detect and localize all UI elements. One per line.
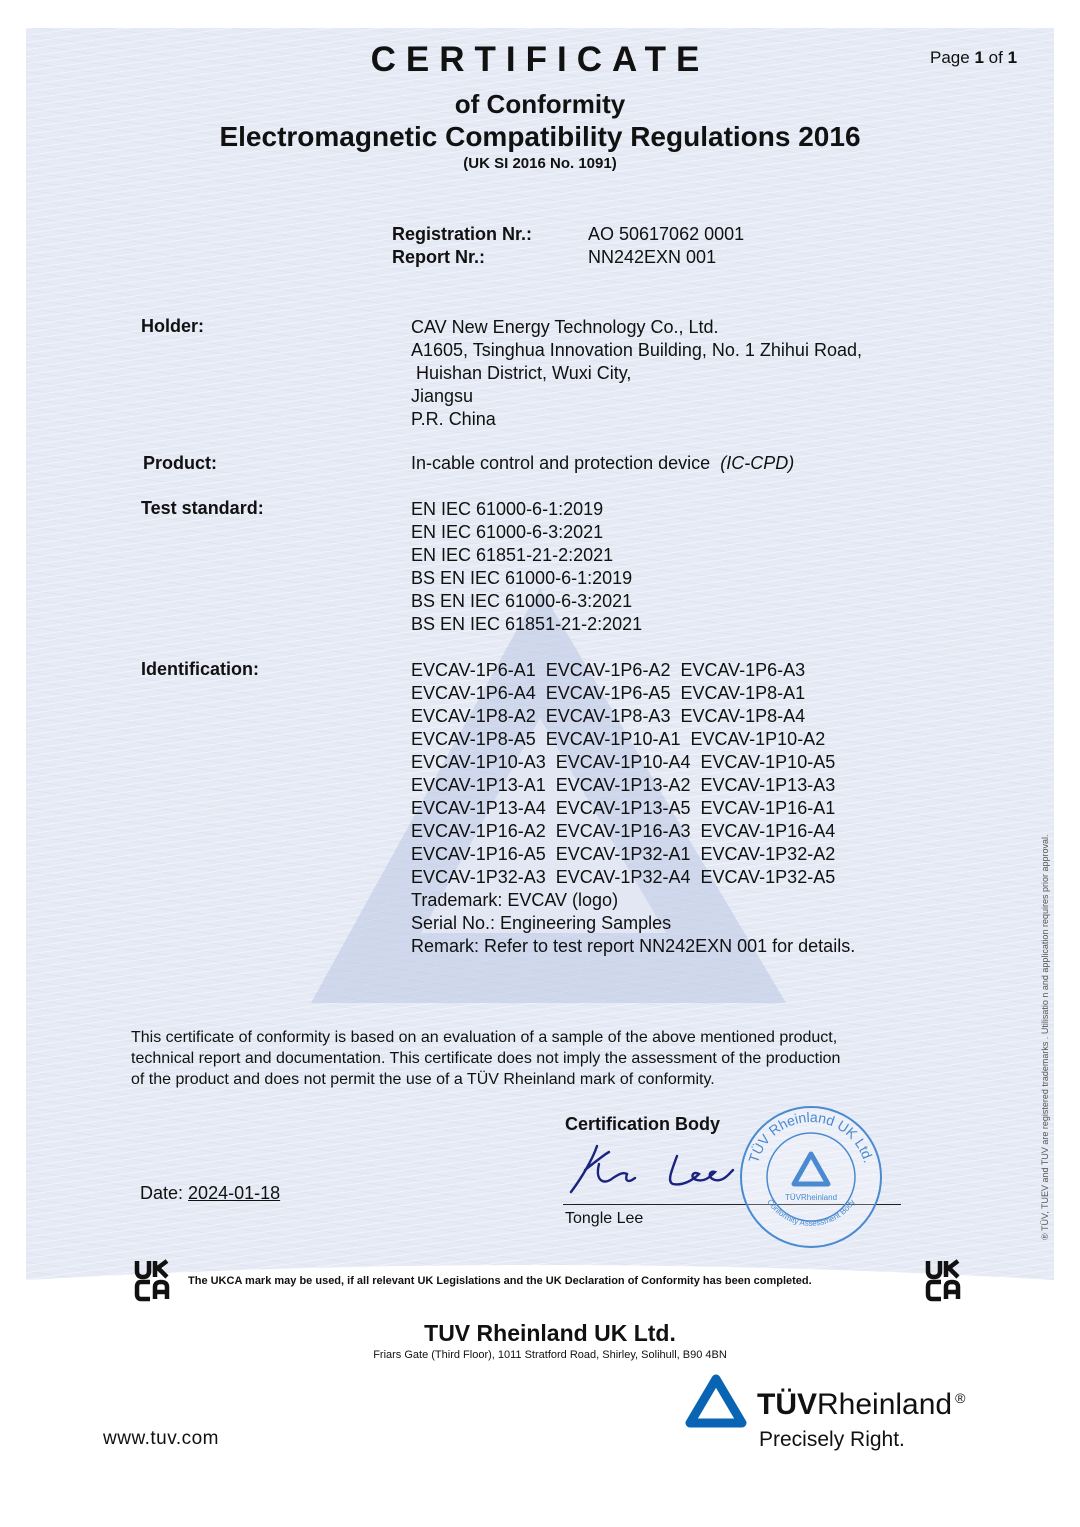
ukca-mark-right-icon <box>924 1258 964 1302</box>
ukca-note: The UKCA mark may be used, if all relevant UK Legislations and the UK Declaration of Conformity has been completed. <box>188 1275 812 1287</box>
identification-line: EVCAV-1P16-A5 EVCAV-1P32-A1 EVCAV-1P32-A2 <box>411 844 836 864</box>
identification-line: EVCAV-1P8-A5 EVCAV-1P10-A1 EVCAV-1P10-A2 <box>411 729 826 749</box>
identification-label: Identification: <box>141 659 259 679</box>
product-value: In-cable control and protection device (IC-CPD) <box>411 453 795 473</box>
stamp-brand: TÜVRheinland <box>784 1193 838 1202</box>
date-value: 2024-01-18 <box>188 1183 281 1203</box>
note-line: of the product and does not permit the use of a TÜV Rheinland mark of conformity. <box>131 1071 715 1088</box>
standard-item: BS EN IEC 61000-6-3:2021 <box>411 591 633 611</box>
note-line: This certificate of conformity is based on an evaluation of a sample of the above mentioned product, <box>131 1029 838 1046</box>
footer-company: TUV Rheinland UK Ltd. <box>424 1320 676 1346</box>
stamp-ring-text: TÜV Rheinland UK Ltd. <box>745 1108 877 1165</box>
identification-line: EVCAV-1P10-A3 EVCAV-1P10-A4 EVCAV-1P10-A5 <box>411 752 836 772</box>
handwritten-signature <box>565 1140 765 1202</box>
registration-value: AO 50617062 0001 <box>588 224 745 244</box>
subtitle-regulation: Electromagnetic Compatibility Regulations 2016 <box>219 121 861 152</box>
product-label: Product: <box>143 453 217 473</box>
standard-item: EN IEC 61000-6-1:2019 <box>411 499 604 519</box>
certification-body-label: Certification Body <box>565 1114 721 1134</box>
holder-label: Holder: <box>141 316 204 336</box>
page-indicator: Page 1 of 1 <box>930 48 1018 67</box>
standard-item: BS EN IEC 61000-6-1:2019 <box>411 568 633 588</box>
test-standard-list <box>411 498 642 636</box>
conformity-note <box>131 1027 961 1090</box>
report-label: Report Nr.: <box>392 247 486 267</box>
brand-slogan: Precisely Right. <box>759 1428 905 1451</box>
holder-address <box>411 316 862 431</box>
tuv-logo-icon <box>683 1373 749 1431</box>
identification-line: EVCAV-1P16-A2 EVCAV-1P16-A3 EVCAV-1P16-A4 <box>411 821 836 841</box>
holder-line: Jiangsu <box>411 386 474 406</box>
holder-line: P.R. China <box>411 409 496 429</box>
report-value: NN242EXN 001 <box>588 247 717 267</box>
trademark-line: Trademark: EVCAV (logo) <box>411 890 619 910</box>
standard-item: BS EN IEC 61851-21-2:2021 <box>411 614 643 634</box>
holder-line: Huishan District, Wuxi City, <box>411 363 632 383</box>
standard-item: EN IEC 61851-21-2:2021 <box>411 545 614 565</box>
tuv-brand-wordmark: TÜVRheinland ® <box>757 1388 966 1421</box>
test-standard-label: Test standard: <box>141 498 264 518</box>
identification-line: EVCAV-1P6-A1 EVCAV-1P6-A2 EVCAV-1P6-A3 <box>411 660 806 680</box>
certificate-title: CERTIFICATE <box>370 40 710 79</box>
holder-line: CAV New Energy Technology Co., Ltd. <box>411 317 719 337</box>
trademark-side-note: ® TÜV, TUEV and TUV are registered trademarks . Utilisatio n and application requires prior approval. <box>1040 834 1050 1240</box>
remark-line: Remark: Refer to test report NN242EXN 001 for details. <box>411 936 856 956</box>
identification-line: EVCAV-1P6-A4 EVCAV-1P6-A5 EVCAV-1P8-A1 <box>411 683 806 703</box>
subtitle-si-number: (UK SI 2016 No. 1091) <box>463 155 617 172</box>
serial-line: Serial No.: Engineering Samples <box>411 913 672 933</box>
identification-list <box>411 659 855 958</box>
ukca-mark-left-icon <box>133 1258 173 1302</box>
signer-name: Tongle Lee <box>565 1210 644 1227</box>
tuv-stamp-icon <box>738 1104 884 1250</box>
footer-address: Friars Gate (Third Floor), 1011 Stratford Road, Shirley, Solihull, B90 4BN <box>373 1349 727 1361</box>
website-link[interactable]: www.tuv.com <box>103 1428 220 1449</box>
holder-line: A1605, Tsinghua Innovation Building, No. 1 Zhihui Road, <box>411 340 862 360</box>
registration-label: Registration Nr.: <box>392 224 533 244</box>
subtitle-conformity: of Conformity <box>454 89 626 119</box>
issue-date: Date: 2024-01-18 <box>140 1183 281 1203</box>
identification-line: EVCAV-1P32-A3 EVCAV-1P32-A4 EVCAV-1P32-A5 <box>411 867 836 887</box>
note-line: technical report and documentation. This certificate does not imply the assessment of the production <box>131 1050 841 1067</box>
identification-line: EVCAV-1P8-A2 EVCAV-1P8-A3 EVCAV-1P8-A4 <box>411 706 806 726</box>
stamp-bottom-text: Conformity Assessment Body <box>765 1197 857 1228</box>
standard-item: EN IEC 61000-6-3:2021 <box>411 522 604 542</box>
identification-line: EVCAV-1P13-A1 EVCAV-1P13-A2 EVCAV-1P13-A3 <box>411 775 836 795</box>
identification-line: EVCAV-1P13-A4 EVCAV-1P13-A5 EVCAV-1P16-A1 <box>411 798 836 818</box>
